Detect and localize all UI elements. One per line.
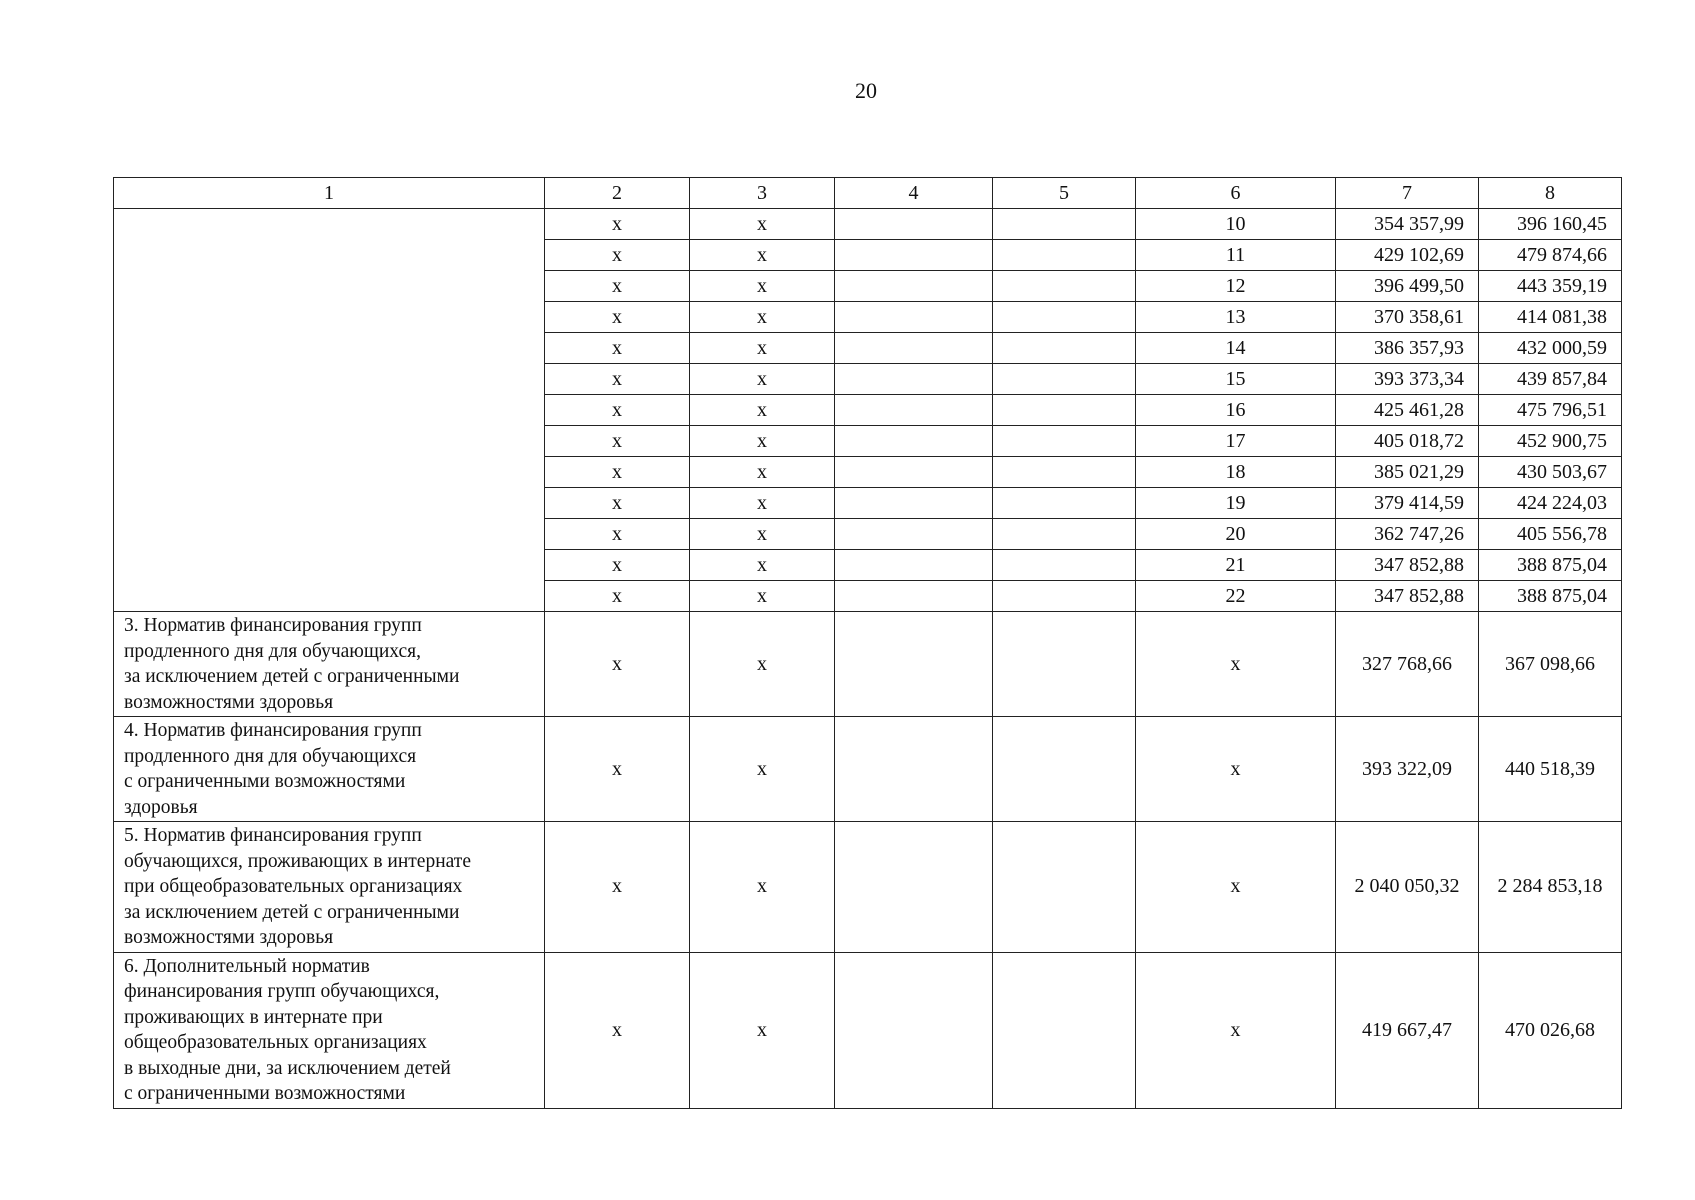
table-row [114,209,1622,240]
norm-label-line: 5. Норматив финансирования групп [124,825,422,846]
cell-col7: 2 040 050,32 [1336,822,1479,953]
cell-col5 [993,488,1136,519]
cell-col4 [835,209,993,240]
cell-col8: 388 875,04 [1479,581,1622,612]
cell-col8: 432 000,59 [1479,333,1622,364]
cell-col5 [993,717,1136,822]
cell-col3: x [690,550,835,581]
norms-table [113,177,1622,1109]
norm-label [114,822,545,953]
cell-col8: 470 026,68 [1479,952,1622,1108]
column-header: 3 [690,178,835,209]
cell-col2: x [545,822,690,953]
cell-col7: 425 461,28 [1336,395,1479,426]
cell-col4 [835,457,993,488]
norm-label-line: с ограниченными возможностями [124,1083,406,1104]
column-header: 6 [1136,178,1336,209]
cell-col8: 405 556,78 [1479,519,1622,550]
cell-col6: 21 [1136,550,1336,581]
cell-col2: x [545,364,690,395]
cell-col7: 347 852,88 [1336,581,1479,612]
cell-col4 [835,581,993,612]
cell-col4 [835,333,993,364]
norm-label-line: в выходные дни, за исключением детей [124,1057,451,1079]
cell-col8: 452 900,75 [1479,426,1622,457]
cell-col3: x [690,519,835,550]
cell-col8: 475 796,51 [1479,395,1622,426]
cell-col5 [993,240,1136,271]
cell-col2: x [545,240,690,271]
cell-col8: 430 503,67 [1479,457,1622,488]
cell-col3: x [690,209,835,240]
cell-col3: x [690,488,835,519]
norm-label-line: 3. Норматив финансирования групп [124,615,422,636]
cell-col3: x [690,364,835,395]
cell-col3: x [690,457,835,488]
cell-col6: x [1136,822,1336,953]
cell-col5 [993,952,1136,1108]
page-number: 20 [855,78,877,103]
column-header: 2 [545,178,690,209]
cell-col2: x [545,550,690,581]
cell-col8: 388 875,04 [1479,550,1622,581]
cell-col4 [835,302,993,333]
cell-col7: 354 357,99 [1336,209,1479,240]
cell-col2: x [545,302,690,333]
cell-col2: x [545,271,690,302]
cell-col4 [835,717,993,822]
cell-col5 [993,822,1136,953]
cell-col6: x [1136,717,1336,822]
cell-col2: x [545,488,690,519]
cell-col7: 327 768,66 [1336,612,1479,717]
norm-label-line: общеобразовательных организациях [124,1032,427,1053]
norm-label-line: возможностями здоровья [124,691,334,713]
cell-col6: 11 [1136,240,1336,271]
norm-label [114,717,545,822]
cell-col7: 429 102,69 [1336,240,1479,271]
cell-col2: x [545,519,690,550]
cell-col3: x [690,612,835,717]
cell-col7: 419 667,47 [1336,952,1479,1108]
cell-col5 [993,550,1136,581]
cell-col7: 379 414,59 [1336,488,1479,519]
cell-col4 [835,488,993,519]
cell-col3: x [690,717,835,822]
cell-col2: x [545,457,690,488]
cell-col4 [835,364,993,395]
cell-col4 [835,519,993,550]
cell-col3: x [690,822,835,953]
cell-col7: 396 499,50 [1336,271,1479,302]
cell-col6: 13 [1136,302,1336,333]
cell-col5 [993,426,1136,457]
norm-label [114,612,545,717]
cell-col6: 16 [1136,395,1336,426]
cell-col2: x [545,426,690,457]
cell-col3: x [690,426,835,457]
cell-col7: 393 322,09 [1336,717,1479,822]
norm-label-line: проживающих в интернате при [124,1006,383,1028]
cell-col6: 12 [1136,271,1336,302]
norm-label [114,952,545,1108]
cell-col3: x [690,952,835,1108]
norm-label-line: продленного дня для обучающихся [124,745,417,767]
cell-col3: x [690,333,835,364]
cell-col8: 414 081,38 [1479,302,1622,333]
cell-col5 [993,209,1136,240]
cell-col2: x [545,952,690,1108]
cell-col5 [993,457,1136,488]
cell-col3: x [690,581,835,612]
norm-row [114,717,1622,822]
cell-col7: 386 357,93 [1336,333,1479,364]
cell-col8: 367 098,66 [1479,612,1622,717]
cell-col6: 10 [1136,209,1336,240]
column-header: 4 [835,178,993,209]
cell-col4 [835,240,993,271]
cell-col5 [993,581,1136,612]
header-row [114,178,1622,209]
cell-col8: 424 224,03 [1479,488,1622,519]
cell-col2: x [545,581,690,612]
norm-label-line: возможностями здоровья [124,927,334,948]
norm-label-line: 4. Норматив финансирования групп [124,720,422,741]
cell-col8: 443 359,19 [1479,271,1622,302]
cell-col6: x [1136,952,1336,1108]
cell-col5 [993,271,1136,302]
cell-col6: 19 [1136,488,1336,519]
norm-label-line: здоровья [124,796,198,818]
cell-col4 [835,612,993,717]
cell-col5 [993,519,1136,550]
column-header: 8 [1479,178,1622,209]
cell-col5 [993,364,1136,395]
norm-label-line: при общеобразовательных организациях [124,876,463,897]
norm-label-line: за исключением детей с ограниченными [124,901,460,923]
column-header: 7 [1336,178,1479,209]
cell-col8: 479 874,66 [1479,240,1622,271]
norm-label-line: с ограниченными возможностями [124,771,406,792]
cell-col8: 396 160,45 [1479,209,1622,240]
norm-label-line: обучающихся, проживающих в интернате [124,850,471,872]
cell-col5 [993,302,1136,333]
cell-col2: x [545,395,690,426]
cell-col2: x [545,333,690,364]
cell-col3: x [690,240,835,271]
cell-col4 [835,550,993,581]
cell-col6: 18 [1136,457,1336,488]
cell-col5 [993,333,1136,364]
cell-col5 [993,395,1136,426]
cell-col4 [835,271,993,302]
merged-label-cell [114,209,545,612]
cell-col2: x [545,209,690,240]
cell-col4 [835,952,993,1108]
cell-col8: 2 284 853,18 [1479,822,1622,953]
cell-col3: x [690,395,835,426]
cell-col6: 15 [1136,364,1336,395]
norm-row [114,612,1622,717]
cell-col8: 439 857,84 [1479,364,1622,395]
norm-label-line: 6. Дополнительный норматив [124,955,370,977]
cell-col5 [993,612,1136,717]
cell-col4 [835,426,993,457]
cell-col7: 385 021,29 [1336,457,1479,488]
cell-col7: 370 358,61 [1336,302,1479,333]
cell-col8: 440 518,39 [1479,717,1622,822]
cell-col2: x [545,717,690,822]
cell-col7: 405 018,72 [1336,426,1479,457]
cell-col3: x [690,271,835,302]
norm-label-line: продленного дня для обучающихся, [124,640,421,662]
cell-col7: 347 852,88 [1336,550,1479,581]
cell-col2: x [545,612,690,717]
cell-col6: 20 [1136,519,1336,550]
cell-col7: 393 373,34 [1336,364,1479,395]
cell-col7: 362 747,26 [1336,519,1479,550]
norm-label-line: за исключением детей с ограниченными [124,666,460,687]
cell-col6: 22 [1136,581,1336,612]
cell-col6: 14 [1136,333,1336,364]
column-header: 5 [993,178,1136,209]
cell-col4 [835,822,993,953]
column-header: 1 [114,178,545,209]
cell-col6: x [1136,612,1336,717]
cell-col4 [835,395,993,426]
cell-col6: 17 [1136,426,1336,457]
cell-col3: x [690,302,835,333]
norm-row [114,822,1622,953]
norm-label-line: финансирования групп обучающихся, [124,981,440,1002]
norm-row [114,952,1622,1108]
